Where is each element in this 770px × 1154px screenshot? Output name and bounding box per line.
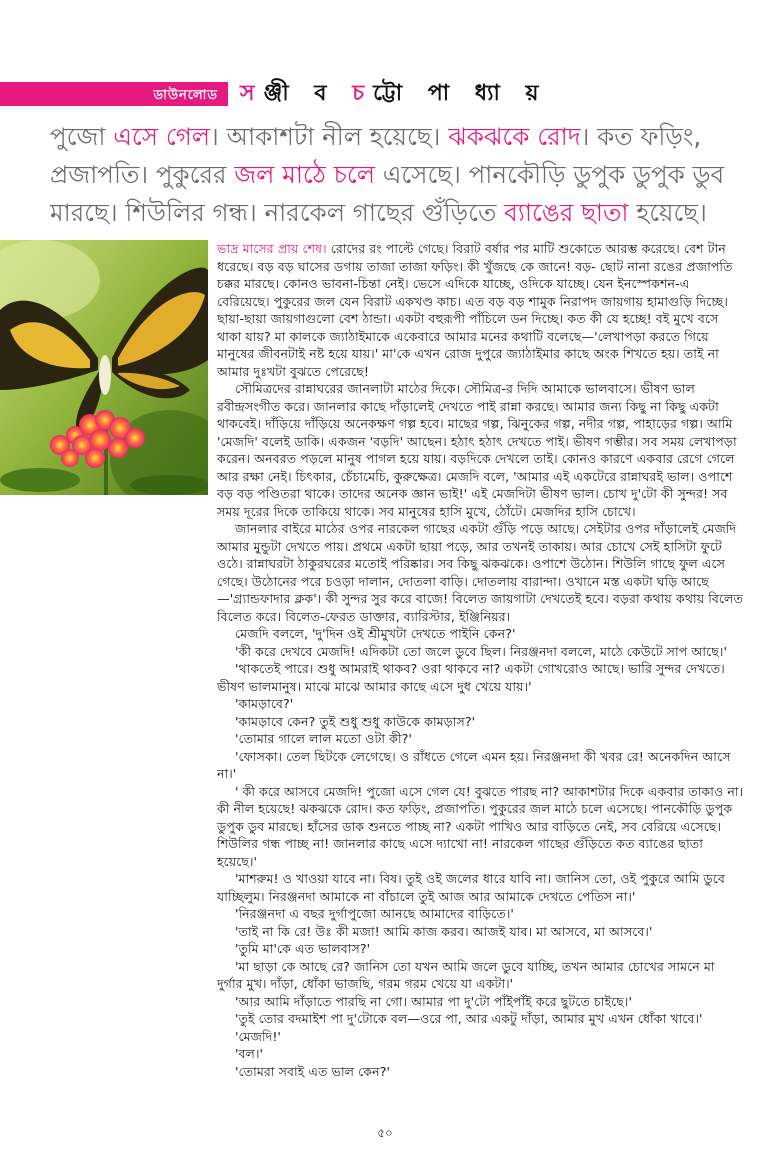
intro-text: এসেছে। পানকৌড়ি ডুপুক ডুপুক ডুব মারছে। শিউলির গন্ধ। নারকেল গাছের গুঁড়িতে [50, 160, 725, 227]
dialogue-line: 'তোমরা সবাই এত ভাল কেন?' [235, 1063, 390, 1079]
article-body [217, 240, 744, 1080]
lead-phrase: ভাদ্র মাসের প্রায় শেষ। [217, 241, 327, 256]
intro-paragraph [50, 118, 730, 232]
author-mid-letter: চ [352, 81, 374, 106]
intro-text: পুজো [50, 122, 114, 151]
dialogue-line: 'মা ছাড়া কে আছে রে? জানিস তো যখন আমি জলে ডুবে যাচ্ছি, তখন আমার চোখের সামনে মা দুর্গার মুখ। দাঁড়া, ধোঁকা ভাজছি, গরম গরম খেয়ে যা একটা।' [217, 958, 715, 991]
intro-text: । কত ফড়িং, প্রজাপতি। পুকুরের [50, 122, 702, 189]
butterfly-illustration [0, 240, 208, 495]
dialogue-line: 'কী করে দেখবে মেজদি! এদিকটা তো জলে ডুবে ছিল। নিরঞ্জনদা বললে, মাঠে কেউটে সাপ আছে।' [235, 643, 727, 659]
dialogue-line: 'আর আমি দাঁড়াতে পারছি না গো। আমার পা দু'টো পাঁইপাঁই করে ছুটতে চাইছে।' [235, 993, 632, 1009]
dialogue-line: 'নিরঞ্জনদা এ বছর দুর্গাপুজো আনছে আমাদের বাড়িতে।' [235, 906, 514, 921]
dialogue-line: 'কামড়াবে?' [235, 696, 294, 711]
author-first-letter: স [240, 81, 264, 106]
dialogue-line: 'তোমার গালে লাল মতো ওটা কী?' [235, 731, 412, 746]
paragraph-text: রোদের রং পাল্টে গেছে। বিরাট বর্ষার পর মাটি শুকোতে আরম্ভ করেছে। বেশ টান ধরেছে। বড় বড় ঘাসের ডগায় তাজা তাজা ফড়িং। কী খুঁজছে কে জানে! বড়- ছোট নানা রঙের প্রজাপতি চক্কর মারছে। কোনও ভাবনা-চিন্তা নেই। ভেসে এদিকে যাচ্ছে, ওদিকে যাচ্ছে। যেন ইনস্পেকশন-এ বেরিয়েছে। পুকুরের জল যেন বিরাট একখণ্ড কাচ। এত বড় বড় শামুক নিরাপদ জায়গায় হামাগুড়ি দিচ্ছে। ছায়া-ছায়া জায়গাগুলো বেশ ঠান্ডা। একটা বহুরূপী পাঁচিলে ডন দিচ্ছে। কত কী যে হচ্ছে! বই মুখে বসে থাকা যায়? মা কালকে জ্যাঠাইমাকে একেবারে আমার মনের কথাটি বলেছে—'লেখাপড়া করতে গিয়ে মানুষের জীবনটাই নষ্ট হয়ে যায়।' মা'কে এখন রোজ দুপুরে জ্যাঠাইমার কাছে অংক শিখতে হয়। তাই না আমার দুঃখটা বুঝতে পেরেছে! [217, 241, 733, 379]
butterfly-photo [0, 240, 208, 495]
body-paragraph: জানলার বাইরে মাঠের ওপর নারকেল গাছের একটা গুঁড়ি পড়ে আছে। সেইটার ওপর দাঁড়ালেই মেজদি আমার মুন্ডুটা দেখতে পায়। প্রথমে একটা ছায়া পড়ে, আর তখনই তাকায়। আর চোখে সেই হাসিটা ফুটে ওঠে। রান্নাঘরটা ঠাকুরঘরের মতোই পরিষ্কার। সব কিছু ঝকঝকে। ওপাশে উঠোন। শিউলি গাছে ফুল এসে গেছে। উঠোনের পরে চওড়া দালান, দোতলা বাড়ি। দোতলায় বারান্দা। ওখানে মস্ত একটা ঘড়ি আছে—'গ্র্যান্ডফাদার ক্লক'। কী সুন্দর সুর করে বাজে! বিলেত জায়গাটা দেখতেই হবে। বড়রা কথায় কথায় বিলেত বিলেত করে। বিলেত-ফেরত ডাক্তার, ব্যারিস্টার, ইঞ্জিনিয়র। [217, 521, 743, 624]
intro-highlight: জল মাঠে চলে [234, 160, 375, 189]
dialogue-line: মেজদি বললে, 'দু'দিন ওই শ্রীমুখটা দেখতে পাইনি কেন?' [235, 626, 516, 641]
author-name [240, 76, 548, 113]
article-header [0, 74, 770, 108]
intro-highlight: এসে গেল [113, 122, 211, 151]
dialogue-line: 'মাশরুম! ও খাওয়া যাবে না। বিষ। তুই ওই জলের ধারে যাবি না। জানিস তো, ওই পুকুরে আমি ডুবে যাচ্ছিলুম। নিরঞ্জনদা আমাকে না বাঁচালে তুই আজ আর আমাকে দেখতে পেতিস না।' [217, 871, 725, 904]
dialogue-line: 'বল।' [235, 1046, 264, 1061]
section-label: ডাউনলোড [153, 88, 218, 103]
intro-text: হয়েছে। [628, 198, 707, 227]
dialogue-line: 'ফোসকা। তেল ছিটকে লেগেছে। ও রাঁধতে গেলে এমন হয়। নিরঞ্জনদা কী খবর রে! অনেকদিন আসে না।' [217, 748, 731, 781]
dialogue-line: 'মেজদি!' [235, 1028, 281, 1044]
dialogue-line: 'থাকতেই পারে। শুধু আমরাই থাকব? ওরা থাকবে না? একটা গোখরোও আছে। ভারি সুন্দর দেখতে। ভীষণ ভালমানুষ। মাঝে মাঝে আমার কাছে এসে দুধ খেয়ে যায়।' [217, 661, 725, 694]
intro-text: । আকাশটা নীল হয়েছে। [210, 122, 449, 151]
body-paragraph [217, 240, 744, 380]
intro-highlight: ব্যাঙের ছাতা [504, 198, 629, 227]
dialogue-line: 'কামড়াবে কেন? তুই শুধু শুধু কাউকে কামড়াস?' [235, 713, 476, 729]
dialogue-line: ' কী করে আসবে মেজদি! পুজো এসে গেল যে! বুঝতে পারছ না? আকাশটার দিকে একবার তাকাও না। কী নীল হয়েছে! ঝকঝকে রোদ। কত ফড়িং, প্রজাপতি। পুকুরের জল মাঠে চলে এসেছে। পানকৌড়ি ডুপুক ডুপুক ডুব মারছে। হাঁসের ডাক শুনতে পাচ্ছ না? একটা পাখিও আর বাড়িতে নেই, সব বেরিয়ে এসেছে। শিউলির গন্ধ পাচ্ছ না! জানলার কাছে এসে দ্যাখো না! নারকেল গাছের গুঁড়িতে কত ব্যাঙের ছাতা হয়েছে।' [217, 783, 744, 869]
body-paragraph: সৌমিত্রদের রান্নাঘরের জানলাটা মাঠের দিকে। সৌমিত্র-র দিদি আমাকে ভালবাসে। ভীষণ ভাল রবীন্দ্রসংগীত করে। জানলার কাছে দাঁড়ালেই দেখতে পাই রান্না করছে। আমার জন্য কিছু না কিছু একটা থাকবেই। দাঁড়িয়ে দাঁড়িয়ে অনেকক্ষণ গল্প হবে। মাছের গল্প, ঝিনুকের গল্প, নদীর গল্প, পাহাড়ের গল্প। আমি 'মেজদি' বলেই ডাকি। একজন 'বড়দি' আছেন। হঠাৎ হঠাৎ দেখতে পাই। ভীষণ গম্ভীর। সব সময় লেখাপড়া করেন। অনবরত পড়লে মানুষ পাগল হয়ে যায়। বড়দিকে দেখলে তাই। কোনও কারণে একবার রেগে গেলে আর রক্ষা নেই। চিৎকার, চেঁচামেচি, কুরুক্ষেত্র। মেজদি বলে, 'আমার এই একটেরে রান্নাঘরই ভাল। ওপাশে বড় বড় পণ্ডিতরা থাকে। তাদের অনেক জ্ঞান ভাই!' এই মেজদিটা ভীষণ ভাল। চোখ দু'টো কী সুন্দর! সব সময় দূরের দিকে তাকিয়ে থাকে। সব মানুষের হাসি মুখে, ঠোঁটে। মেজদির হাসি চোখে। [217, 381, 737, 519]
author-name-part: ট্টো পা ধ্যা য় [373, 81, 548, 106]
dialogue-line: 'তুই তোর বদমাইশ পা দু'টোকে বল—ওরে পা, আর একটু দাঁড়া, আমার মুখ এখন ধোঁকা খাবে।' [235, 1011, 703, 1026]
section-label-bar [0, 82, 228, 106]
author-name-part: ঞ্জী ব [263, 81, 353, 106]
dialogue-line: 'তাই না কি রে! উঃ কী মজা! আমি কাজ করব। আজই যাব। মা আসবে, মা আসবে।' [235, 923, 653, 939]
dialogue-line: 'তুমি মা'কে এত ভালবাস?' [235, 941, 371, 956]
page-number: ৫০ [377, 1126, 393, 1140]
intro-highlight: ঝকঝকে রোদ [448, 122, 581, 151]
